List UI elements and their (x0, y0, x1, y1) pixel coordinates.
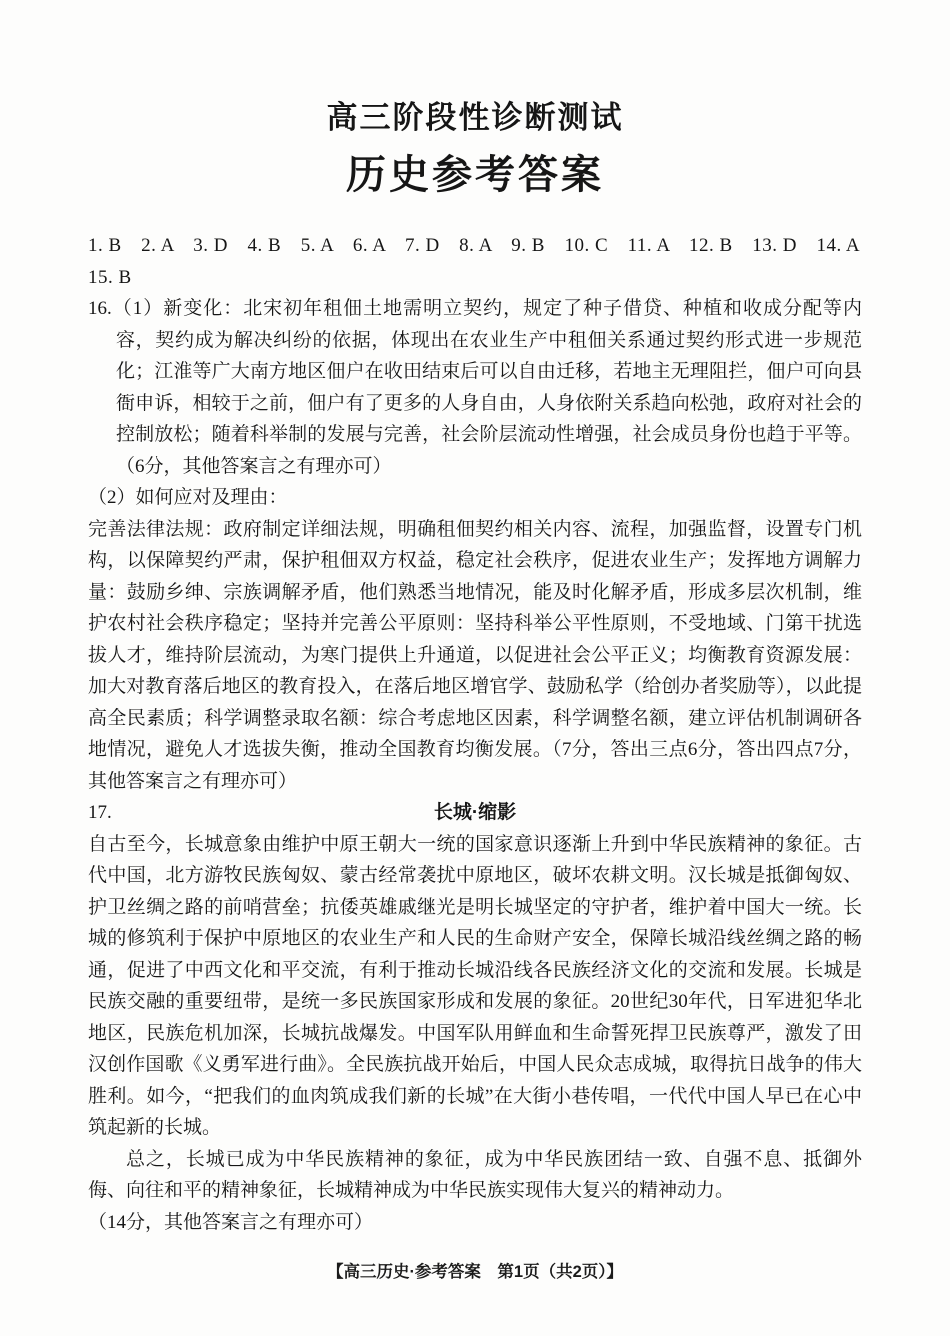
page-subtitle: 历史参考答案 (346, 153, 604, 197)
question-17-paragraph-2: 总之，长城已成为中华民族精神的象征，成为中华民族团结一致、自强不息、抵御外侮、向往和平的精神象征，长城精神成为中华民族实现伟大复兴的精神动力。 (88, 1148, 862, 1201)
question-17-essay-title: 长城·缩影 (433, 802, 517, 823)
question-17-score-note: （14分，其他答案言之有理亦可） (88, 1211, 374, 1233)
document-body (88, 230, 862, 1238)
question-17-paragraph-1: 自古至今，长城意象由维护中原王朝大一统的国家意识逐渐上升到中华民族精神的象征。古代中国，北方游牧民族匈奴、蒙古经常袭扰中原地区，破坏农耕文明。汉长城是抵御匈奴、护卫丝绸之路的前哨营垒；抗倭英雄戚继光是明长城坚定的守护者，维护着中国大一统。长城的修筑利于保护中原地区的农业生产和人民的生命财产安全，保障长城沿线丝绸之路的畅通，促进了中西文化和平交流，有利于推动长城沿线各民族经济文化的交流和发展。长城是民族交融的重要纽带，是统一多民族国家形成和发展的象征。20世纪30年代，日军进犯华北地区，民族危机加深，长城抗战爆发。中国军队用鲜血和生命誓死捍卫民族尊严，激发了田汉创作国歌《义勇军进行曲》。全民族抗战开始后，中国人民众志成城，取得抗日战争的伟大胜利。如今，“把我们的血肉筑成我们新的长城”在大街小巷传唱，一代代中国人早已在心中筑起新的长城。 (88, 833, 862, 1138)
mcq-answers-line-1: 1. B 2. A 3. D 4. B 5. A 6. A 7. D 8. A 9. B 10. C 11. A 12. B 13. D 14. A (88, 235, 861, 256)
page-title: 高三阶段性诊断测试 (326, 100, 624, 135)
question-16-part1: 16.（1）新变化：北宋初年租佃土地需明立契约，规定了种子借贷、种植和收成分配等内容，契约成为解决纠纷的依据，体现出在农业生产中租佃关系通过契约形式进一步规范化；江淮等广大南方地区佃户在收田结束后可以自由迁移，若地主无理阻拦，佃户可向县衙申诉，相较于之前，佃户有了更多的人身自由，人身依附关系趋向松弛，政府对社会的控制放松；随着科举制的发展与完善，社会阶层流动性增强，社会成员身份也趋于平等。（6分，其他答案言之有理亦可） (88, 298, 862, 477)
question-16-part2-body: 完善法律法规：政府制定详细法规，明确租佃契约相关内容、流程，加强监督，设置专门机构，以保障契约严肃，保护租佃双方权益，稳定社会秩序，促进农业生产；发挥地方调解力量：鼓励乡绅、宗族调解矛盾，他们熟悉当地情况，能及时化解矛盾，形成多层次机制，维护农村社会秩序稳定；坚持并完善公平原则：坚持科举公平性原则，不受地域、门第干扰选拔人才，维持阶层流动，为寒门提供上升通道，以促进社会公平正义；均衡教育资源发展：加大对教育落后地区的教育投入，在落后地区增官学、鼓励私学（给创办者奖励等），以此提高全民素质；科学调整录取名额：综合考虑地区因素，科学调整名额，建立评估机制调研各地情况，避免人才选拔失衡，推动全国教育均衡发展。（7分，答出三点6分，答出四点7分，其他答案言之有理亦可） (88, 518, 862, 792)
question-17-heading (88, 797, 862, 829)
question-17-number: 17. (88, 802, 112, 823)
mcq-answers-line-2: 15. B (88, 266, 132, 288)
question-16-part2-heading: （2）如何应对及理由： (88, 487, 288, 508)
footer-page-info: 【高三历史·参考答案 第1页（共2页）】 (326, 1263, 624, 1281)
